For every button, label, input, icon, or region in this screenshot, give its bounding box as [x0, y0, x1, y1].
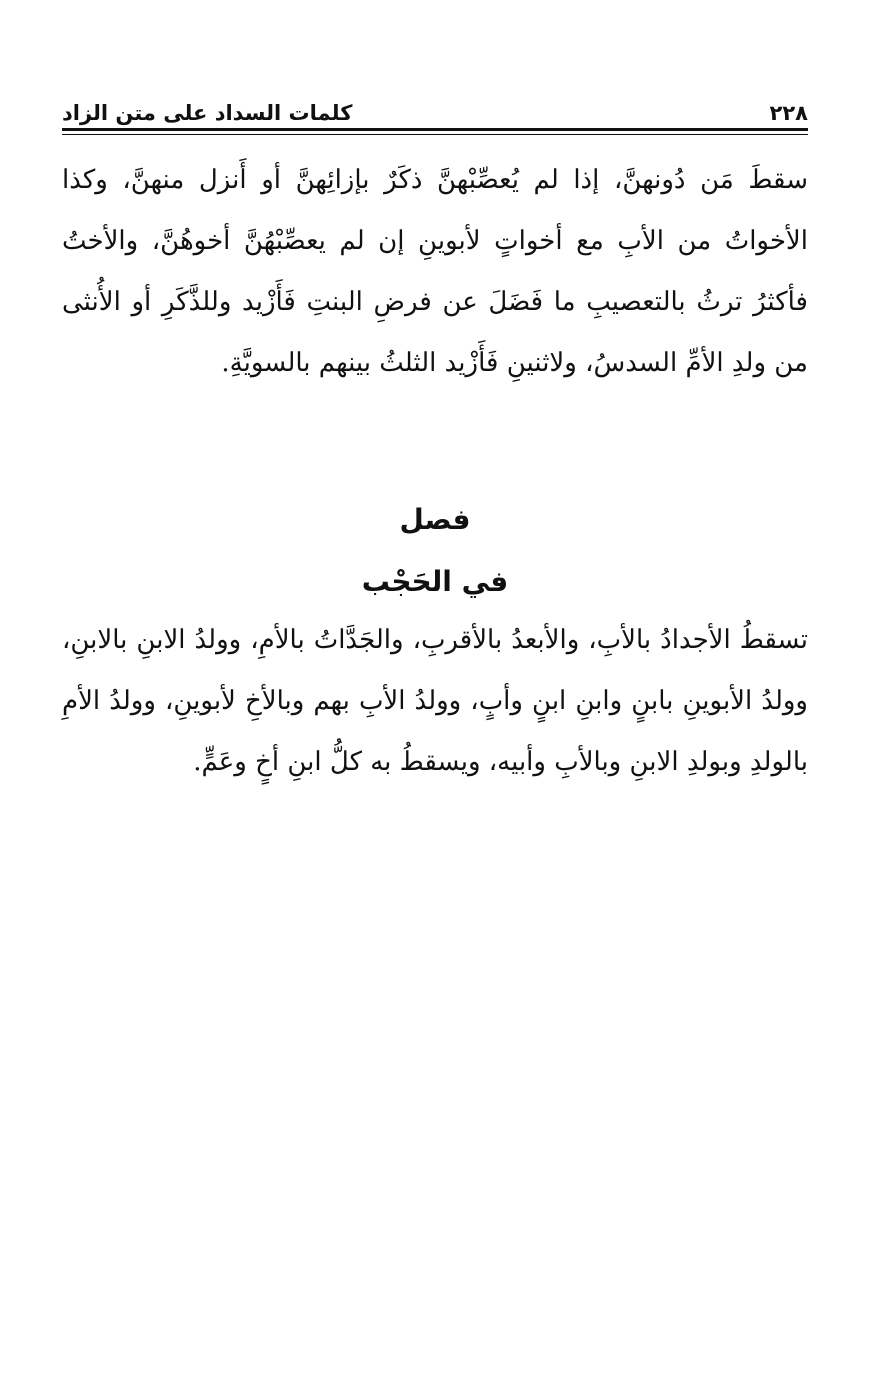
section-heading: فصل [399, 503, 471, 536]
header-rule-thick [62, 128, 808, 131]
page-header [62, 88, 808, 124]
section-subheading: في الحَجْب [361, 565, 509, 598]
page-number: ٢٢٨ [769, 101, 808, 125]
paragraph-2: تسقطُ الأجدادُ بالأبِ، والأبعدُ بالأقربِ، والجَدَّاتُ بالأمِ، وولدُ الابنِ بالابنِ، وولدُ الأبوينِ بابنٍ وابنِ ابنٍ وأبٍ، وولدُ الأبِ بهم وبالأخِ لأبوينِ، وولدُ الأمِ بالولدِ وبولدِ الابنِ وبالأبِ وأبيه، ويسقطُ به كلُّ ابنِ أخٍ وعَمٍّ. [62, 625, 808, 777]
header-rule-thin [62, 134, 808, 135]
paragraph-1: سقطَ مَن دُونهنَّ، إذا لم يُعصِّبْهنَّ ذكَرٌ بإزائِهنَّ أو أَنزل منهنَّ، وكذا الأخواتُ من الأبِ مع أخواتٍ لأبوينِ إن لم يعصِّبْهُنَّ أخوهُنَّ، والأختُ فأكثرُ ترثُ بالتعصيبِ ما فَضَلَ عن فرضِ البنتِ فَأَزْيد وللذَّكَرِ أو الأُنثى من ولدِ الأمِّ السدسُ، ولاثنينِ فَأَزْيد الثلثُ بينهم بالسويَّةِ. [62, 165, 808, 378]
running-title: كلمات السداد على متن الزاد [62, 101, 353, 125]
